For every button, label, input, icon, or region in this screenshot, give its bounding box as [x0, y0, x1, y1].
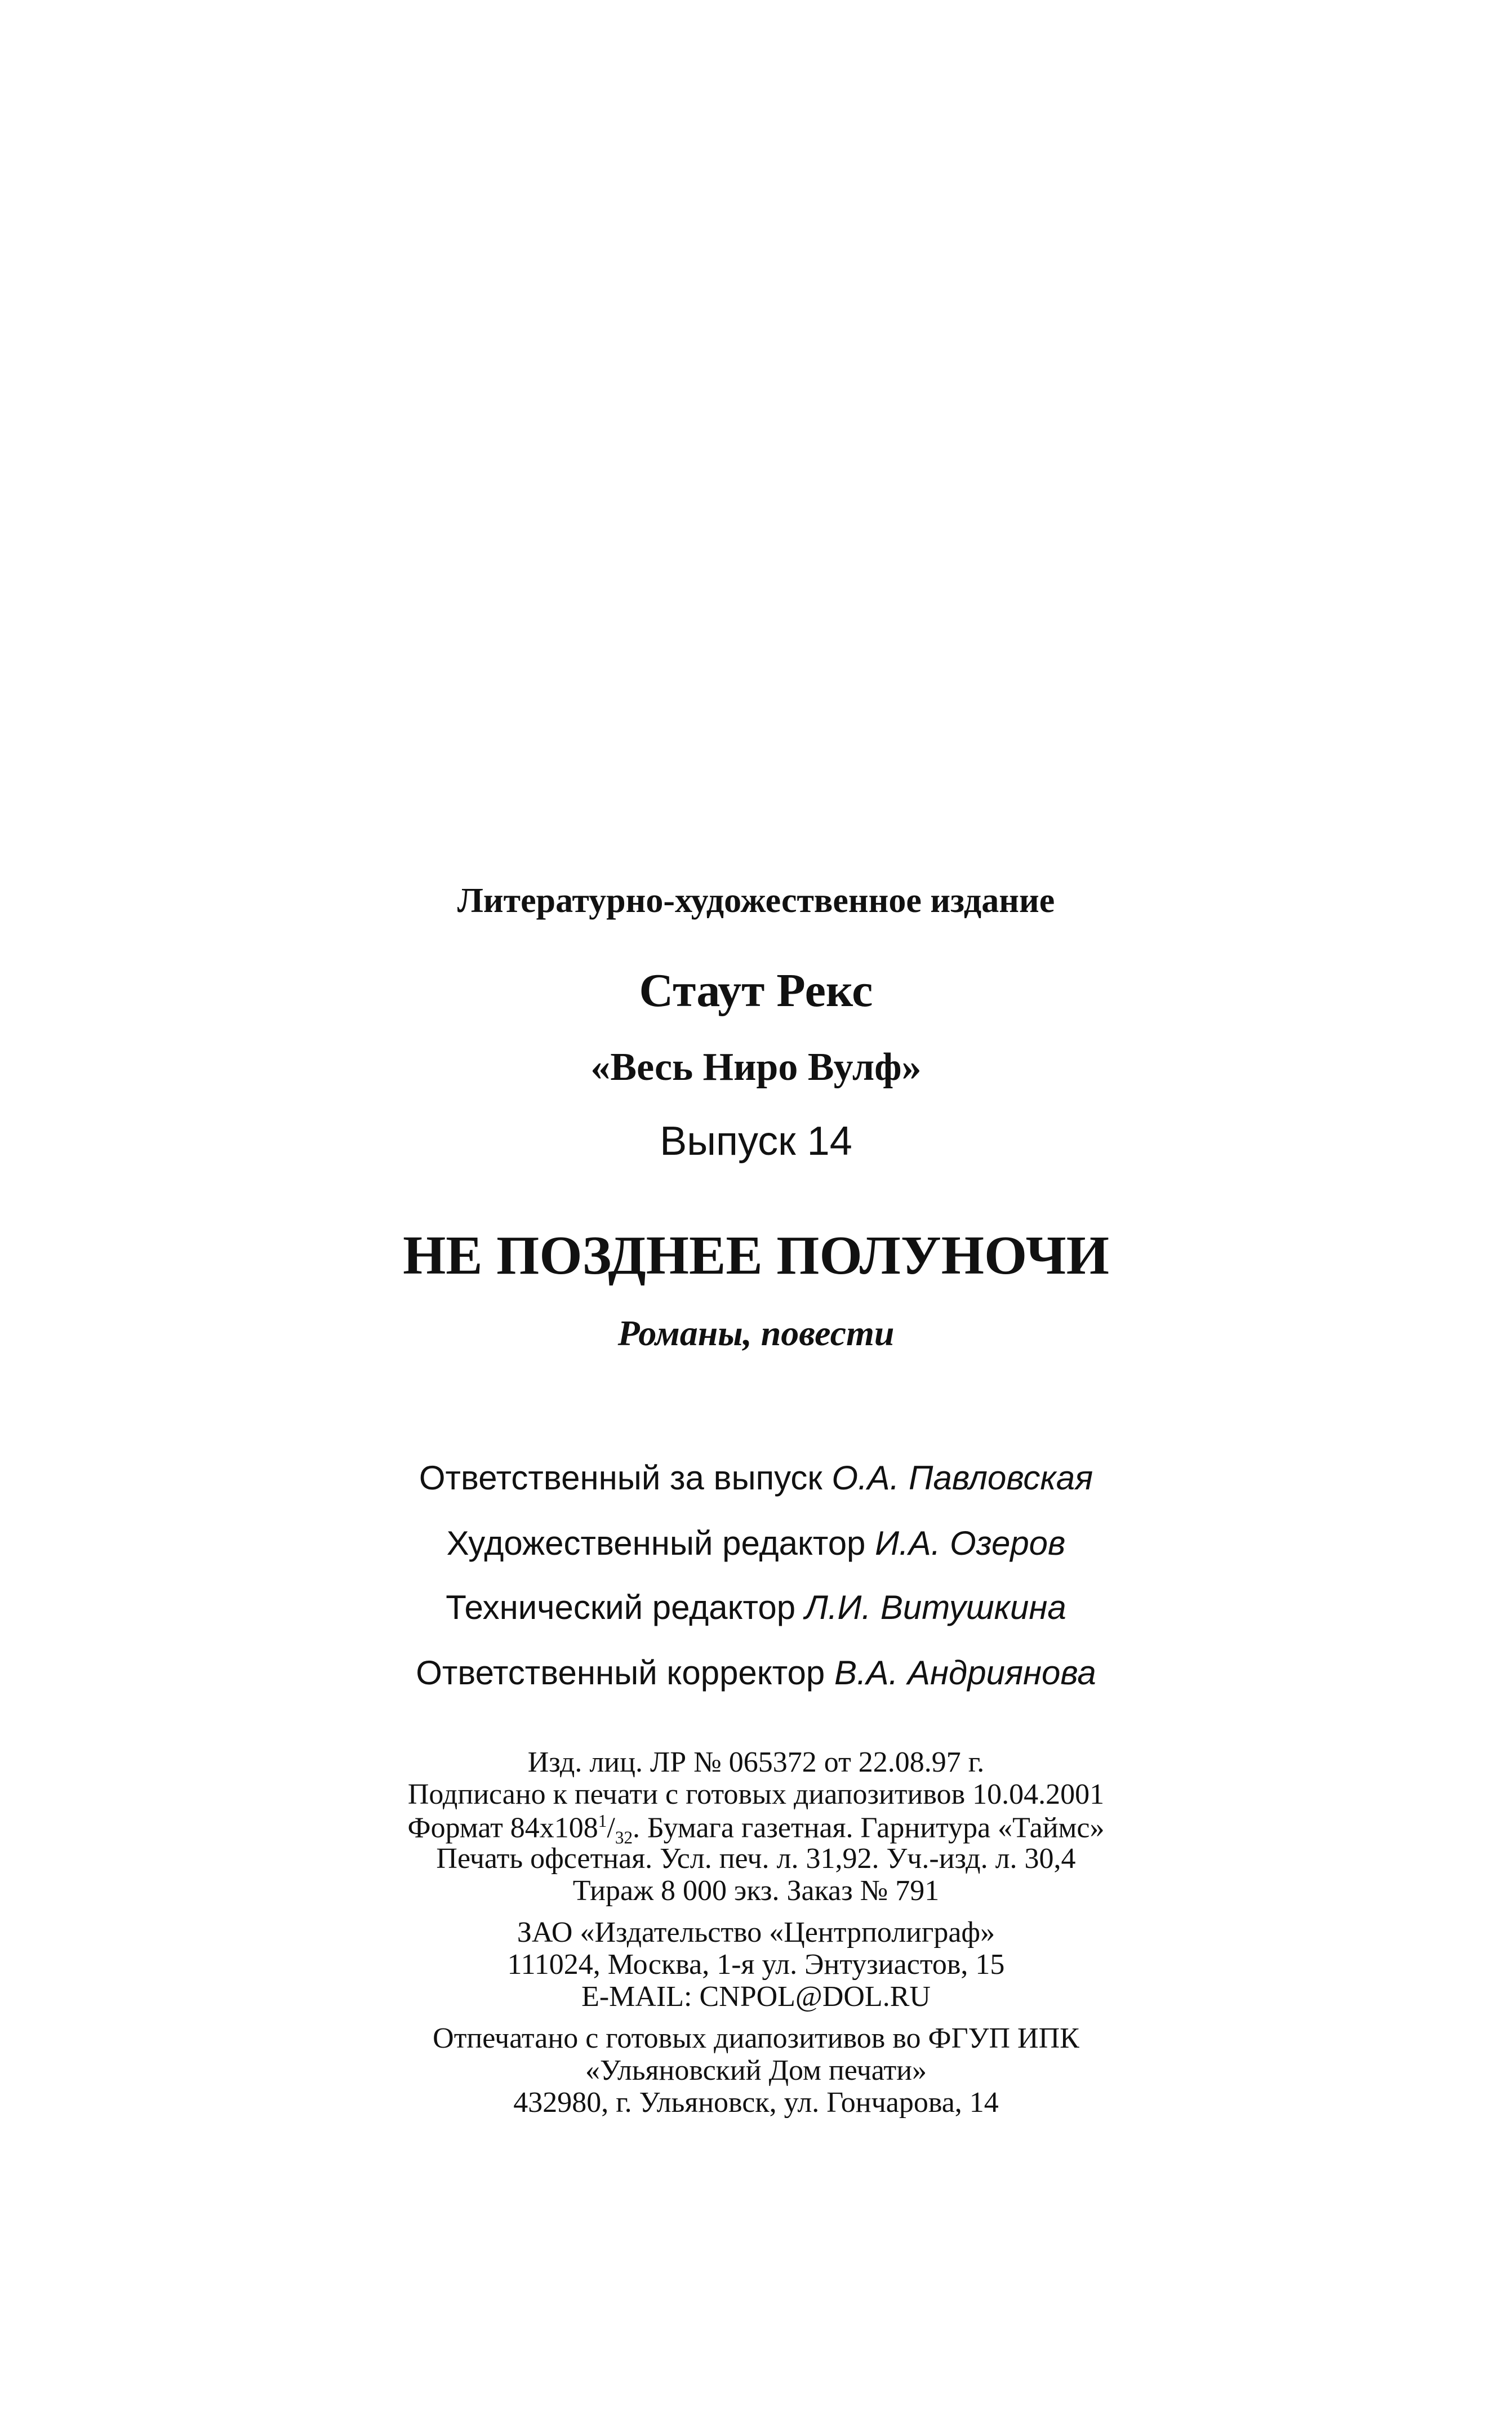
- credit-role: Ответственный корректор: [416, 1654, 825, 1692]
- format-numerator: 1: [598, 1811, 607, 1831]
- publisher-address: 111024, Москва, 1-я ул. Энтузиастов, 15: [507, 1948, 1005, 1981]
- credit-person: В.А. Андриянова: [834, 1654, 1096, 1692]
- print-info-line: Печать офсетная. Усл. печ. л. 31,92. Уч.-изд. л. 30,4: [436, 1843, 1076, 1875]
- publisher-name: ЗАО «Издательство «Центрполиграф»: [517, 1916, 995, 1948]
- credit-line: [0, 1461, 1512, 1495]
- format-prefix: Формат 84x108: [407, 1812, 598, 1844]
- printer-line: Отпечатано с готовых диапозитивов во ФГУП ИПК: [433, 2022, 1079, 2054]
- credit-person: Л.И. Витушкина: [804, 1589, 1066, 1626]
- credit-person: И.А. Озеров: [875, 1524, 1066, 1562]
- credit-line: [0, 1591, 1512, 1625]
- credit-role: Технический редактор: [446, 1589, 796, 1626]
- issue-number: Выпуск 14: [660, 1119, 852, 1164]
- print-run-line: Тираж 8 000 экз. Заказ № 791: [572, 1875, 940, 1907]
- edition-type: Литературно-художественное издание: [457, 882, 1055, 920]
- credit-role: Художественный редактор: [446, 1524, 866, 1562]
- genre-subtitle: Романы, повести: [617, 1313, 895, 1353]
- author-name: Стаут Рекс: [639, 964, 873, 1017]
- credit-line: [0, 1524, 1512, 1562]
- signed-line: Подписано к печати с готовых диапозитивов 10.04.2001: [407, 1778, 1105, 1810]
- publisher-email: E-MAIL: CNPOL@DOL.RU: [581, 1981, 931, 2013]
- license-line: Изд. лиц. ЛР № 065372 от 22.08.97 г.: [527, 1746, 985, 1778]
- format-denominator: 32: [615, 1827, 633, 1848]
- format-line: Формат $84x108^1/_{32}$. Бумага газетная. Гарнитура «Таймс»: [407, 1811, 1105, 1848]
- printer-name: «Ульяновский Дом печати»: [585, 2054, 927, 2087]
- credit-line: [0, 1656, 1512, 1690]
- series-name: «Весь Ниро Вулф»: [590, 1046, 922, 1089]
- credit-person: О.А. Павловская: [831, 1459, 1093, 1497]
- book-title: НЕ ПОЗДНЕЕ ПОЛУНОЧИ: [403, 1225, 1109, 1286]
- credit-role: Ответственный за выпуск: [419, 1459, 822, 1497]
- format-suffix: . Бумага газетная. Гарнитура «Таймс»: [633, 1812, 1105, 1844]
- printer-address: 432980, г. Ульяновск, ул. Гончарова, 14: [513, 2087, 999, 2119]
